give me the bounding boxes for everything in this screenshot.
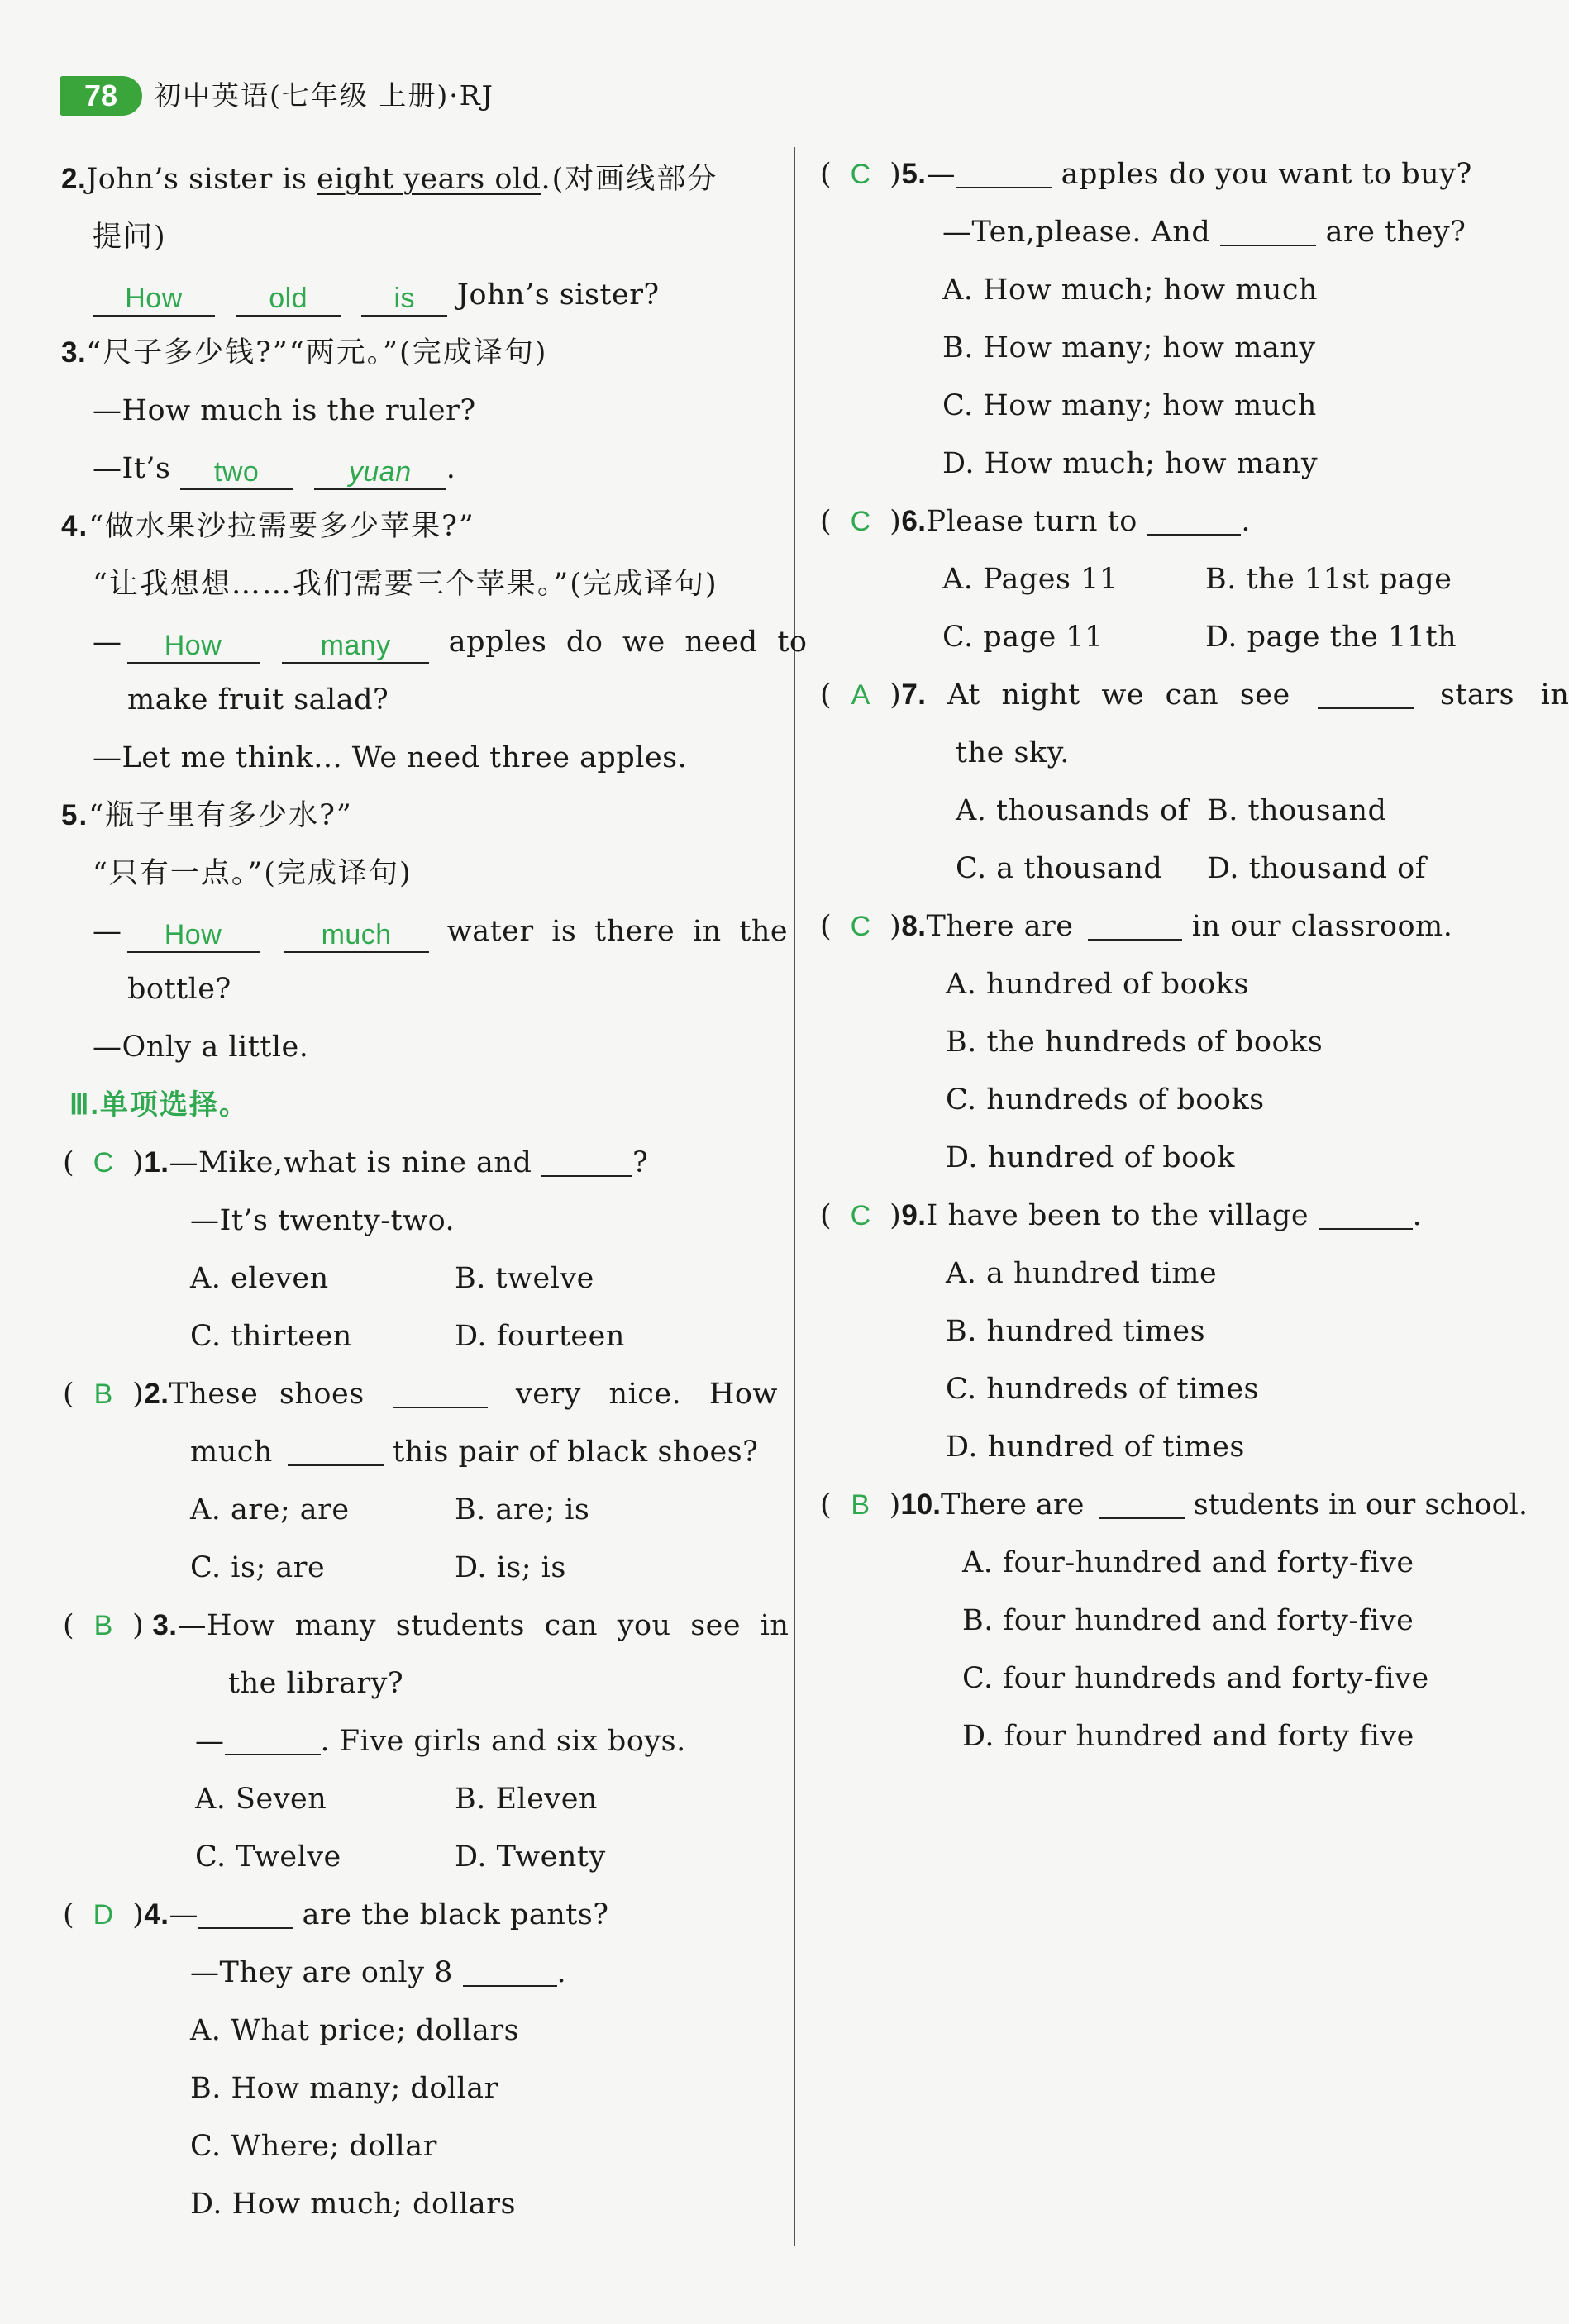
mc3-option-c: C. Twelve [195, 1841, 341, 1874]
q3-line2: —How much is the ruler? [93, 394, 476, 427]
mc1-line2: —It’s twenty-two. [190, 1204, 455, 1237]
mc7-option-d: D. thousand of [1207, 852, 1427, 885]
mc6-answer: C [850, 506, 871, 537]
mc3-option-a: A. Seven [195, 1783, 327, 1816]
q4-stem: 4.“做水果沙拉需要多少苹果?” [61, 510, 475, 543]
mc9-option-d: D. hundred of times [946, 1431, 1245, 1464]
mc6-stem: ( C )6.Please turn to . [820, 499, 1251, 544]
mc6-option-c: C. page 11 [942, 621, 1104, 654]
q2-answer-2: old [236, 282, 341, 317]
q3-answer-2: yuan [314, 455, 446, 490]
mc7-line2: the sky. [956, 736, 1070, 769]
mc10-option-a: A. four-hundred and forty-five [962, 1546, 1414, 1579]
mc10-stem: ( B )10.There are students in our school. [820, 1483, 1528, 1527]
q4-stem-line2: “让我想想……我们需要三个苹果。”(完成译句) [93, 568, 718, 601]
mc4-answer: D [93, 1899, 114, 1931]
mc2-option-b: B. are; is [455, 1493, 590, 1526]
mc4-option-a: A. What price; dollars [190, 2014, 520, 2047]
mc5-blank-2 [1220, 215, 1316, 246]
mc10-option-c: C. four hundreds and forty-five [962, 1662, 1429, 1695]
mc2-option-d: D. is; is [455, 1551, 566, 1584]
q4-line5: —Let me think... We need three apples. [93, 741, 688, 774]
mc7-stem: ( A )7. At night we can see stars in [820, 673, 1569, 717]
q2-answer-1: How [93, 282, 215, 317]
mc8-stem: ( C )8.There are in our classroom. [820, 904, 1452, 949]
mc5-option-d: D. How much; how many [942, 447, 1319, 480]
mc5-option-c: C. How many; how much [942, 389, 1317, 422]
mc8-blank [1088, 909, 1182, 941]
mc5-option-b: B. How many; how many [942, 331, 1316, 364]
mc8-option-b: B. the hundreds of books [946, 1026, 1323, 1059]
mc4-option-b: B. How many; dollar [190, 2072, 498, 2105]
q4-answer-line: — How many apples do we need to [93, 620, 807, 664]
mc1-option-a: A. eleven [190, 1262, 329, 1295]
q4-line4: make fruit salad? [127, 683, 389, 717]
mc4-blank-2 [463, 1955, 557, 1987]
mc5-answer: C [850, 159, 871, 190]
mc5-stem: ( C )5.— apples do you want to buy? [820, 152, 1472, 197]
q4-answer-2: many [282, 629, 429, 664]
mc8-option-c: C. hundreds of books [946, 1083, 1265, 1117]
mc4-line2: —They are only 8 . [190, 1956, 567, 1989]
mc3-line3: — . Five girls and six boys. [195, 1725, 686, 1758]
mc4-option-d: D. How much; dollars [190, 2188, 516, 2221]
mc7-option-a: A. thousands of [956, 794, 1190, 827]
mc10-option-d: D. four hundred and forty five [962, 1720, 1414, 1753]
mc2-blank-2 [288, 1435, 384, 1466]
q5-stem-line2: “只有一点。”(完成译句) [93, 857, 413, 890]
mc9-answer: C [850, 1200, 871, 1231]
page-number-badge: 78 [60, 76, 142, 116]
mc9-stem: ( C )9.I have been to the village . [820, 1193, 1422, 1238]
mc8-option-a: A. hundred of books [946, 968, 1249, 1001]
mc4-blank-1 [198, 1898, 293, 1929]
mc7-option-c: C. a thousand [956, 852, 1163, 885]
mc10-option-b: B. four hundred and forty-five [962, 1604, 1414, 1637]
mc10-blank [1099, 1488, 1185, 1519]
q5-line4: bottle? [127, 973, 231, 1006]
mc6-option-b: B. the 11st page [1205, 563, 1452, 596]
q3-answer-line: —It’s two yuan . [93, 446, 455, 491]
mc7-blank [1318, 678, 1414, 709]
q4-answer-1: How [127, 629, 260, 664]
mc2-option-c: C. is; are [190, 1551, 326, 1584]
mc9-blank [1319, 1198, 1413, 1230]
q5-stem: 5.“瓶子里有多少水?” [61, 799, 353, 832]
q2-answer-line: How old is John’s sister? [93, 273, 660, 317]
mc3-stem: ( B ) 3.—How many students can you see in [63, 1603, 789, 1648]
mc3-option-d: D. Twenty [455, 1841, 606, 1874]
q3-stem: 3.“尺子多少钱?”“两元。”(完成译句) [61, 336, 548, 369]
mc9-option-a: A. a hundred time [946, 1257, 1218, 1290]
mc5-line2: —Ten,please. And are they? [942, 216, 1466, 249]
mc5-option-a: A. How much; how much [942, 274, 1319, 307]
mc1-blank [541, 1145, 632, 1177]
mc2-option-a: A. are; are [190, 1493, 350, 1526]
mc1-option-b: B. twelve [455, 1262, 594, 1295]
mc1-option-d: D. fourteen [455, 1320, 625, 1353]
mc9-option-c: C. hundreds of times [946, 1373, 1260, 1406]
mc7-option-b: B. thousand [1207, 794, 1387, 827]
section-heading: Ⅲ.单项选择。 [69, 1089, 249, 1121]
q5-answer-line: — How much water is there in the [93, 909, 788, 954]
q5-line5: —Only a little. [93, 1031, 309, 1064]
mc4-option-c: C. Where; dollar [190, 2130, 437, 2163]
mc3-line2: the library? [228, 1667, 404, 1700]
book-title: 初中英语(七年级 上册)·RJ [154, 79, 494, 112]
mc7-answer: A [851, 679, 870, 711]
mc2-answer: B [93, 1379, 113, 1410]
mc4-stem: ( D )4.— are the black pants? [63, 1893, 609, 1937]
q3-answer-1: two [180, 455, 293, 490]
mc3-answer: B [93, 1610, 113, 1641]
mc6-option-d: D. page the 11th [1205, 621, 1457, 654]
mc5-blank-1 [956, 157, 1052, 188]
mc2-blank-1 [393, 1377, 488, 1408]
q2-answer-3: is [361, 282, 447, 317]
mc1-stem: ( C )1.—Mike,what is nine and ? [63, 1141, 648, 1185]
mc1-option-c: C. thirteen [190, 1320, 352, 1353]
mc1-answer: C [93, 1147, 114, 1179]
mc8-answer: C [850, 911, 871, 942]
q2-stem-line2: 提问) [93, 221, 167, 254]
mc10-answer: B [851, 1489, 870, 1521]
q2-stem: 2.John’s sister is eight years old.(对画线部分 [61, 163, 718, 196]
q5-answer-1: How [127, 918, 260, 953]
mc8-option-d: D. hundred of book [946, 1141, 1235, 1174]
column-divider [794, 147, 795, 2246]
mc6-blank [1147, 504, 1241, 536]
mc2-stem: ( B )2.These shoes very nice. How [63, 1372, 778, 1417]
mc6-option-a: A. Pages 11 [942, 563, 1118, 596]
mc2-line2: much this pair of black shoes? [190, 1436, 759, 1469]
mc3-blank [225, 1724, 321, 1755]
q2-underlined-phrase: eight years old [317, 163, 541, 196]
q5-answer-2: much [284, 918, 429, 953]
mc9-option-b: B. hundred times [946, 1315, 1206, 1348]
mc3-option-b: B. Eleven [455, 1783, 598, 1816]
